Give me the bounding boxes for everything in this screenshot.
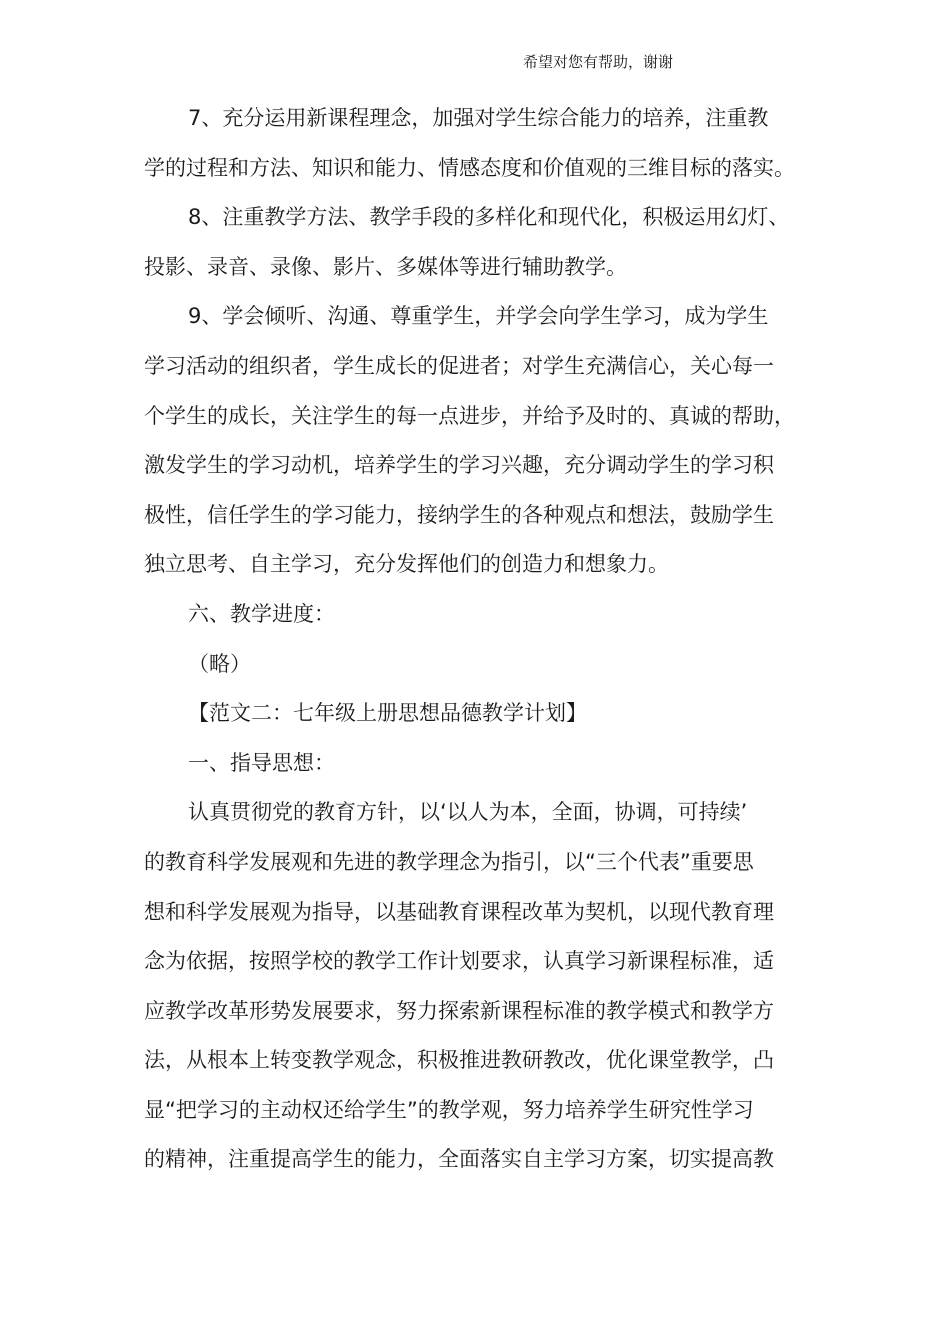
text-line: 六、教学进度：	[188, 601, 335, 626]
text-line: 念为依据，按照学校的教学工作计划要求，认真学习新课程标准，适	[144, 949, 774, 974]
text-line: 【范文二：七年级上册思想品德教学计划】	[188, 701, 587, 726]
text-line: 激发学生的学习动机，培养学生的学习兴趣，充分调动学生的学习积	[144, 453, 774, 478]
text-line: 个学生的成长，关注学生的每一点进步，并给予及时的、真诚的帮助，	[144, 403, 795, 428]
text-line: 独立思考、自主学习，充分发挥他们的创造力和想象力。	[144, 552, 669, 577]
text-line: 想和科学发展观为指导，以基础教育课程改革为契机，以现代教育理	[144, 899, 774, 924]
text-line: 认真贯彻党的教育方针，以‘以人为本，全面，协调，可持续’	[188, 800, 748, 825]
text-line: 法，从根本上转变教学观念，积极推进教研教改，优化课堂教学，凸	[144, 1048, 774, 1073]
text-line: 的精神，注重提高学生的能力，全面落实自主学习方案，切实提高教	[144, 1147, 774, 1172]
text-line: 7、充分运用新课程理念，加强对学生综合能力的培养，注重教	[188, 106, 769, 130]
text-line: 9、学会倾听、沟通、尊重学生，并学会向学生学习，成为学生	[188, 304, 769, 329]
text-line: 投影、录音、录像、影片、多媒体等进行辅助教学。	[144, 254, 627, 279]
text-line: 极性，信任学生的学习能力，接纳学生的各种观点和想法，鼓励学生	[144, 502, 774, 527]
text-line: 应教学改革形势发展要求，努力探索新课程标准的教学模式和教学方	[144, 998, 774, 1023]
document-body	[144, 94, 824, 1185]
text-line: 8、注重教学方法、教学手段的多样化和现代化，积极运用幻灯、	[188, 205, 790, 230]
page-header-note: 希望对您有帮助，谢谢	[523, 53, 674, 71]
text-line: 的教育科学发展观和先进的教学理念为指引，以“三个代表”重要思	[144, 849, 754, 874]
text-line: 显“把学习的主动权还给学生”的教学观，努力培养学生研究性学习	[144, 1097, 754, 1122]
text-line: 学习活动的组织者，学生成长的促进者；对学生充满信心，关心每一	[144, 353, 774, 378]
text-line: （略）	[188, 651, 251, 676]
text-line: 一、指导思想：	[188, 750, 335, 775]
text-line: 学的过程和方法、知识和能力、情感态度和价值观的三维目标的落实。	[144, 155, 795, 180]
